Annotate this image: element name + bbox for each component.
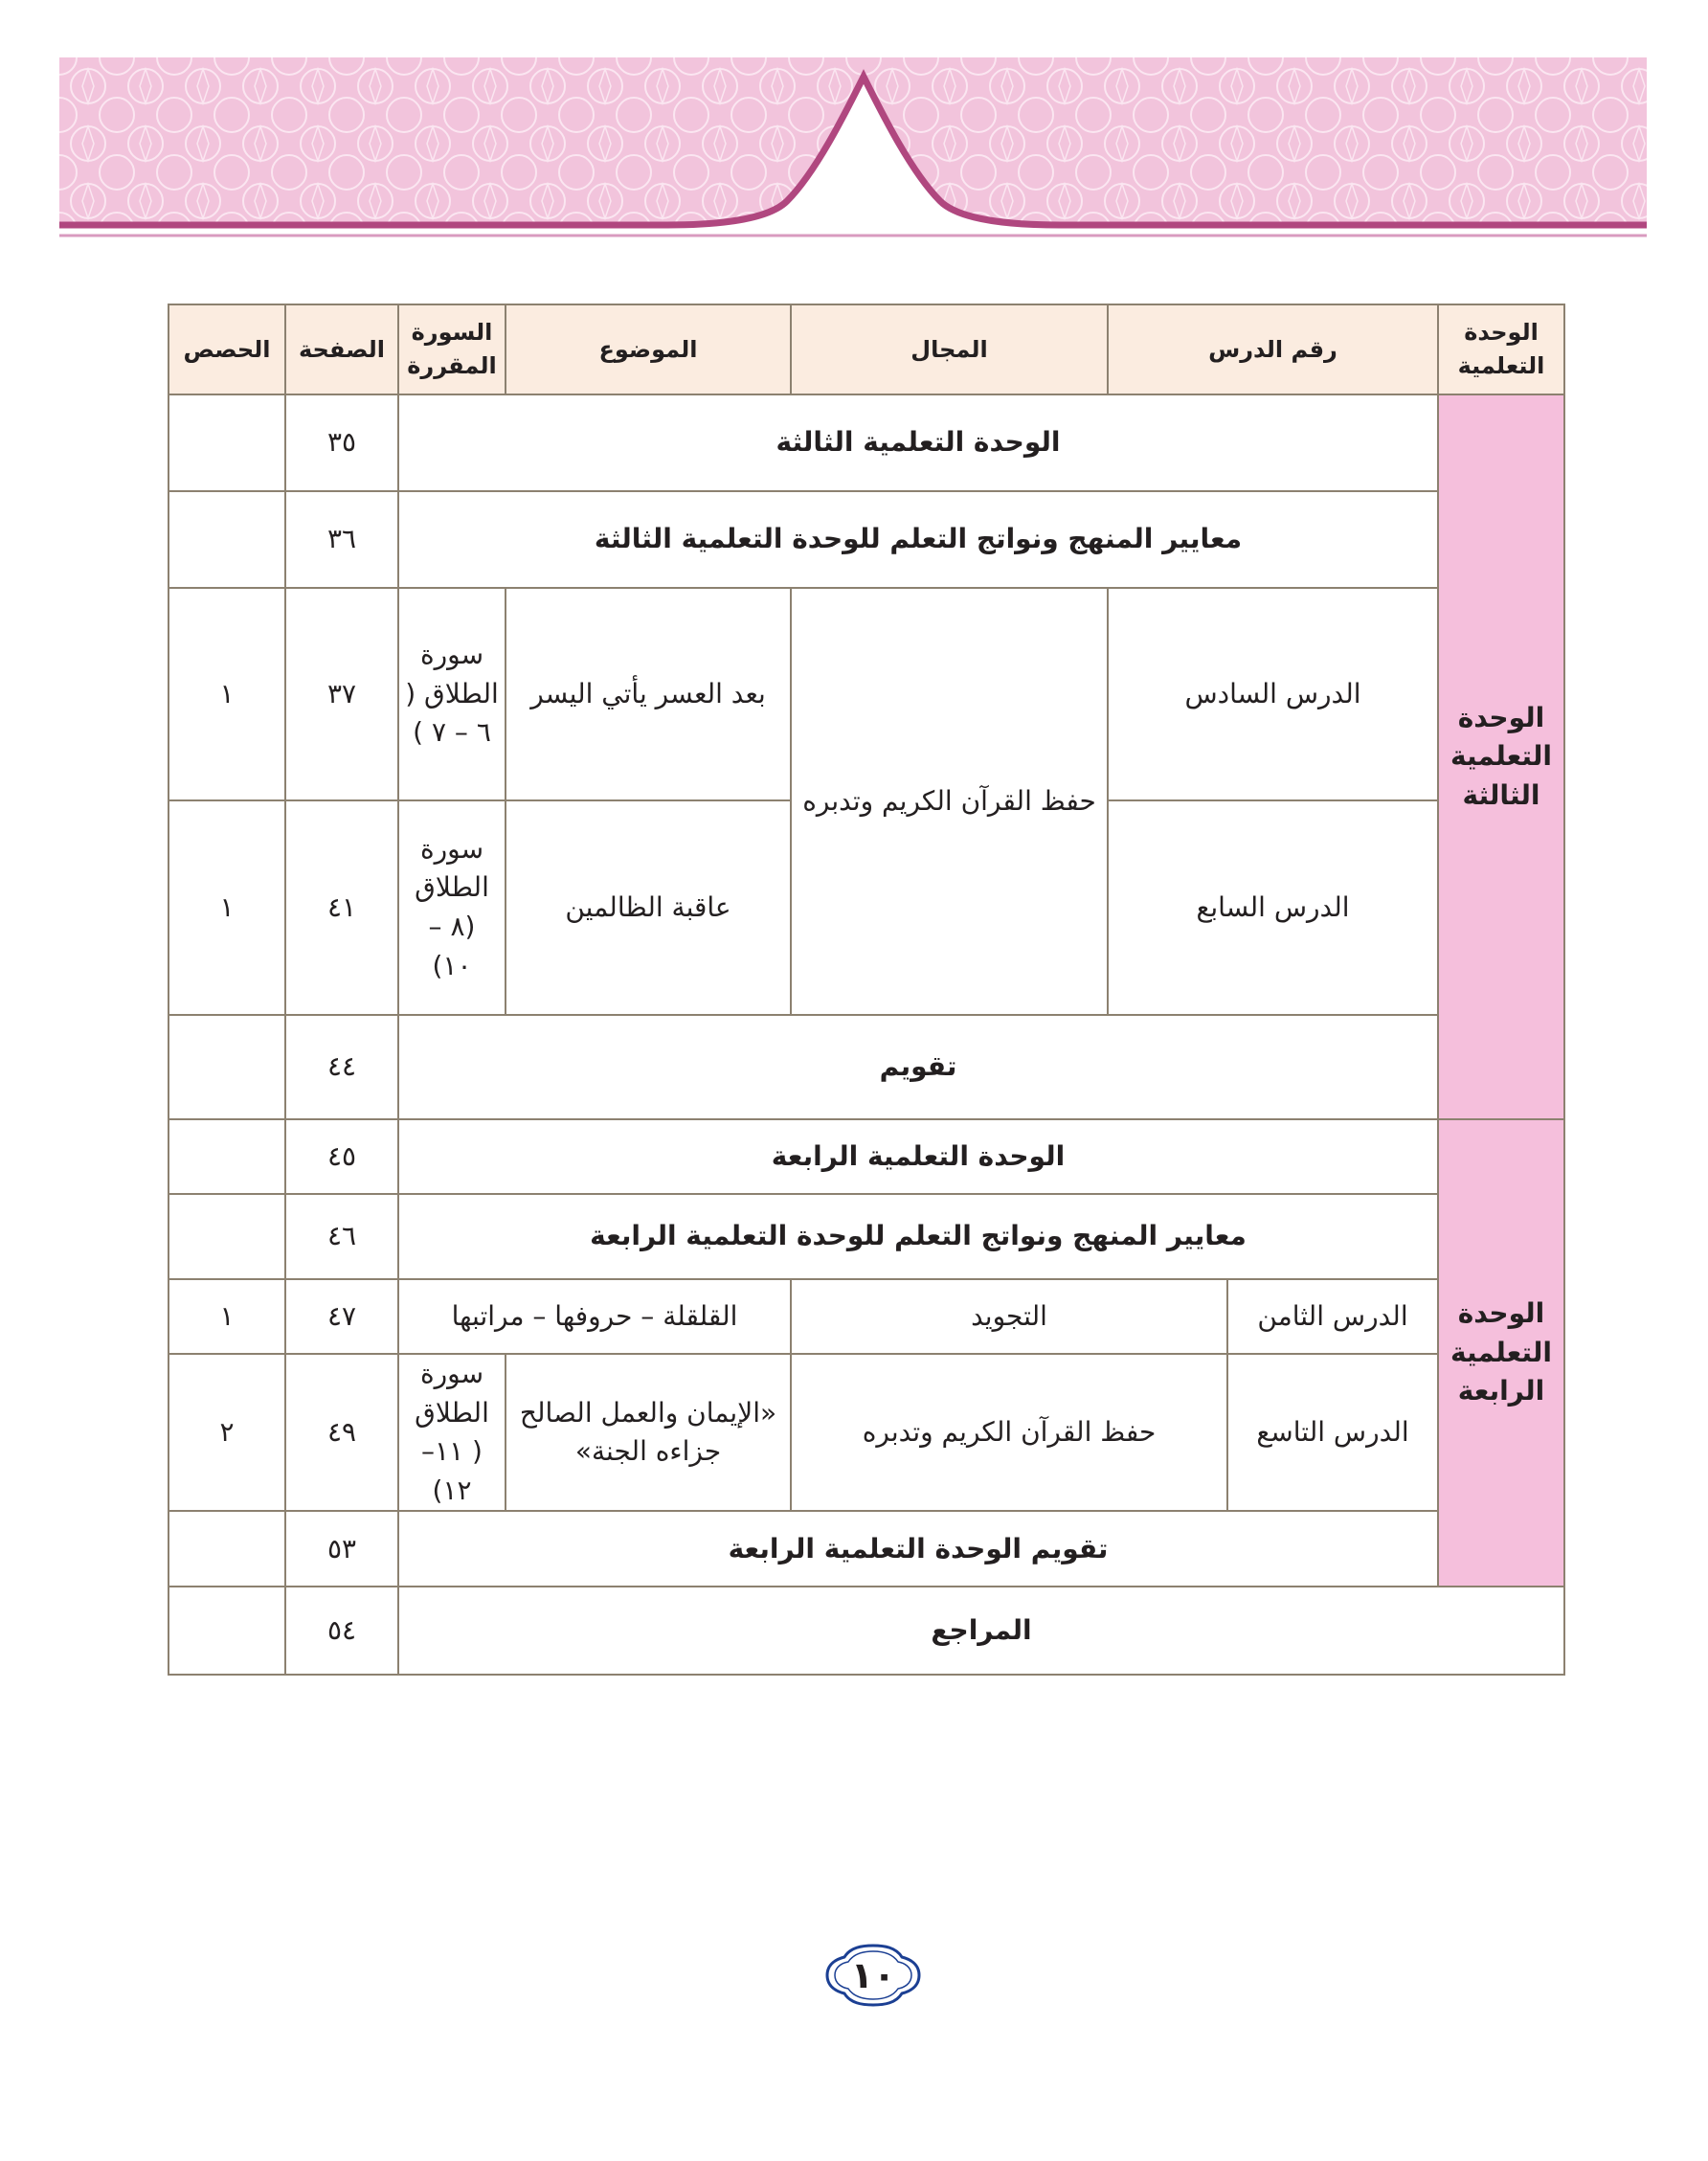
periods-cell <box>169 1511 285 1587</box>
unit3-intro-title: الوحدة التعلمية الثالثة <box>398 394 1438 491</box>
table-header-row <box>169 304 1564 394</box>
page-number-cell: ٥٤ <box>285 1587 398 1675</box>
periods-cell <box>169 1119 285 1194</box>
table-row <box>169 1279 1564 1354</box>
unit4-assessment-title: تقويم الوحدة التعلمية الرابعة <box>398 1511 1438 1587</box>
lesson-cell: الدرس الثامن <box>1227 1279 1438 1354</box>
surah-line: الطلاق (٨ – ١٠) <box>415 871 489 981</box>
topic-cell: بعد العسر يأتي اليسر <box>506 588 791 800</box>
lesson-cell: الدرس السادس <box>1108 588 1438 800</box>
curriculum-plan-table <box>168 304 1565 1676</box>
table-row <box>169 1354 1564 1511</box>
arabesque-banner-graphic <box>59 57 1647 249</box>
surah-line: سورة <box>419 832 484 865</box>
periods-cell <box>169 1587 285 1675</box>
header-unit <box>1438 304 1564 394</box>
unit4-standards-title: معايير المنهج ونواتج التعلم للوحدة التعلمية الرابعة <box>398 1194 1438 1279</box>
page-number-cell: ٣٧ <box>285 588 398 800</box>
unit4-label-cell: الوحدة التعلمية الرابعة <box>1438 1119 1564 1587</box>
table-row <box>169 1119 1564 1194</box>
lesson-cell: الدرس التاسع <box>1227 1354 1438 1511</box>
periods-cell <box>169 1015 285 1119</box>
header-topic: الموضوع <box>506 304 791 394</box>
header-page: الصفحة <box>285 304 398 394</box>
periods-cell: ١ <box>169 588 285 800</box>
table-row <box>169 491 1564 588</box>
unit4-intro-title: الوحدة التعلمية الرابعة <box>398 1119 1438 1194</box>
table-row <box>169 1015 1564 1119</box>
periods-cell: ٢ <box>169 1354 285 1511</box>
surah-line: ( ١١– ١٢) <box>421 1435 483 1506</box>
topic-cell: القلقلة – حروفها – مراتبها <box>398 1279 791 1354</box>
page-number-cell: ٤١ <box>285 800 398 1015</box>
periods-cell <box>169 491 285 588</box>
page-number-cell: ٣٦ <box>285 491 398 588</box>
page-number-cell: ٤٧ <box>285 1279 398 1354</box>
periods-cell: ١ <box>169 1279 285 1354</box>
domain-cell: التجويد <box>791 1279 1227 1354</box>
table-row <box>169 1511 1564 1587</box>
page-number: ١٠ <box>850 1954 896 1996</box>
header-lesson-number: رقم الدرس <box>1108 304 1438 394</box>
table-row <box>169 1194 1564 1279</box>
surah-line: سورة الطلاق <box>415 1358 489 1429</box>
table-row <box>169 1587 1564 1675</box>
domain-cell: حفظ القرآن الكريم وتدبره <box>791 1354 1227 1511</box>
periods-cell <box>169 1194 285 1279</box>
unit3-label-cell: الوحدة التعلمية الثالثة <box>1438 394 1564 1119</box>
page-number-cell: ٣٥ <box>285 394 398 491</box>
header-surah: السورة المقررة <box>398 304 506 394</box>
table-row <box>169 394 1564 491</box>
unit3-domain-cell <box>791 588 1108 1015</box>
domain-text: حفظ القرآن الكريم وتدبره <box>802 784 1096 817</box>
surah-line: الطلاق ( ٦ – ٧ ) <box>405 677 499 749</box>
topic-line: جزاءه الجنة» <box>574 1435 722 1468</box>
page-number-cell: ٤٥ <box>285 1119 398 1194</box>
references-title: المراجع <box>398 1587 1564 1675</box>
table-row <box>169 588 1564 800</box>
page-number-badge <box>816 1940 931 2011</box>
header-domain: المجال <box>791 304 1108 394</box>
page-number-cell: ٤٦ <box>285 1194 398 1279</box>
periods-cell <box>169 394 285 491</box>
header-unit-label: الوحدة التعلمية <box>1457 319 1545 379</box>
header-periods: الحصص <box>169 304 285 394</box>
unit3-assessment-title: تقويم <box>398 1015 1438 1119</box>
surah-cell <box>398 800 506 1015</box>
surah-cell <box>398 1354 506 1511</box>
periods-cell: ١ <box>169 800 285 1015</box>
unit3-standards-title: معايير المنهج ونواتج التعلم للوحدة التعلمية الثالثة <box>398 491 1438 588</box>
surah-line: سورة <box>419 639 484 671</box>
topic-line: «الإيمان والعمل الصالح <box>519 1396 777 1429</box>
header-banner <box>59 57 1647 249</box>
topic-cell <box>506 1354 791 1511</box>
lesson-cell: الدرس السابع <box>1108 800 1438 1015</box>
page-number-cell: ٤٩ <box>285 1354 398 1511</box>
page-number-cell: ٥٣ <box>285 1511 398 1587</box>
surah-cell <box>398 588 506 800</box>
page-number-cell: ٤٤ <box>285 1015 398 1119</box>
topic-cell: عاقبة الظالمين <box>506 800 791 1015</box>
